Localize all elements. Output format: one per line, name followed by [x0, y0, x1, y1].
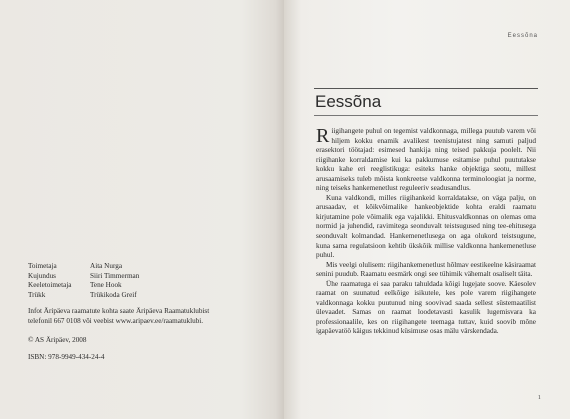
credit-name: Aita Nurga — [90, 262, 123, 270]
credit-name: Trükikoda Greif — [90, 290, 137, 299]
paragraph-text: iigihangete puhul on tegemist valdkonnaga, millega puutub varem või hiljem kokku enamik avalikest teenistujatest ning samuti paljud erasektori töötajad: esimesed hankija ning teised pakkuja poolelt. Nii riigihanke korraldamise kui ka pakkumuse esitamise puhul puututakse kokku kahe eri reeglistikuga: esiteks hanke objektiga seotu, millest arusaamiseks tuleb mõista konkreetse valdkonna terminoloogiat ja norme, ning teiseks hankemenetlust reguleeriv seadusandlus. — [316, 127, 536, 193]
credit-row — [28, 262, 268, 272]
credit-role: Keeletoimetaja — [28, 281, 72, 290]
credit-row — [28, 281, 268, 291]
page-number: 1 — [537, 394, 541, 401]
info-line: telefonil 667 0108 või veebist www.aripaev.ee/raamatuklubi. — [28, 316, 204, 325]
imprint-credits — [28, 262, 268, 363]
copyright-notice — [28, 336, 268, 346]
credit-row — [28, 291, 268, 301]
credit-name: Tene Hook — [90, 281, 122, 290]
paragraph: Kuna valdkondi, milles riigihankeid korraldatakse, on väga palju, on arusaadav, et kõikvõimalike hankeobjektide kohta eraldi raamatu kirjutamine pole võimalik ega vajalikki. Ehitusvaldkonnas on olemas oma normid ja juhendid, ravimitega seonduvalt teistsugused ning tee-ehitusega seonduvalt kolmandad. Hankemenetlusega on aga olukord teistsugune, kuna sama regulatsioon kehtib ükskõik millise valdkonna hankemenetluse puhul. — [316, 193, 536, 260]
credit-row — [28, 272, 268, 282]
credit-role: Toimetaja — [28, 262, 57, 270]
title-rule-top — [314, 88, 538, 89]
info-line: Infot Äripäeva raamatute kohta saate Äripäeva Raamatuklubist — [28, 307, 210, 316]
isbn-text: ISBN: 978-9949-434-24-4 — [28, 353, 105, 362]
left-page — [0, 0, 284, 419]
paragraph: Mis veelgi olulisem: riigihankemenetlust hõlmav eestikeelne käsiraamat senini puudub. Raamatu eesmärk ongi see tühimik vähemalt osaliselt täita. — [316, 260, 536, 279]
paragraph: Ühe raamatuga ei saa paraku tahuldada kõigi lugejate soove. Käesolev raamat on suunatud eelkõige isikutele, kes pole varem riigihangete valdkonnaga kokku puutunud ning soovivad saada sellest süstemaatilist ülevaadet. Samas on raamat loodetavasti kasulik lugemisvara ka professionaalile, kes on riigihangete teemaga tuttav, kuid soovib mõne igapäevatöö käigus tekkinud küsimuse osas mälu värskendada. — [316, 279, 536, 336]
right-page — [284, 0, 570, 419]
drop-cap: R — [316, 125, 330, 147]
isbn-notice — [28, 353, 268, 363]
paragraph — [316, 127, 536, 194]
preface-body — [316, 127, 536, 337]
credit-role: Kujundus — [28, 271, 56, 280]
credit-role: Trükk — [28, 290, 46, 299]
chapter-title: Eessõna — [315, 92, 382, 111]
book-club-info — [28, 307, 268, 326]
credit-name: Siiri Timmerman — [90, 271, 140, 280]
running-head: Eessõna — [507, 33, 538, 39]
copyright-text: © AS Äripäev, 2008 — [28, 335, 87, 344]
title-rule-bottom — [314, 115, 538, 116]
